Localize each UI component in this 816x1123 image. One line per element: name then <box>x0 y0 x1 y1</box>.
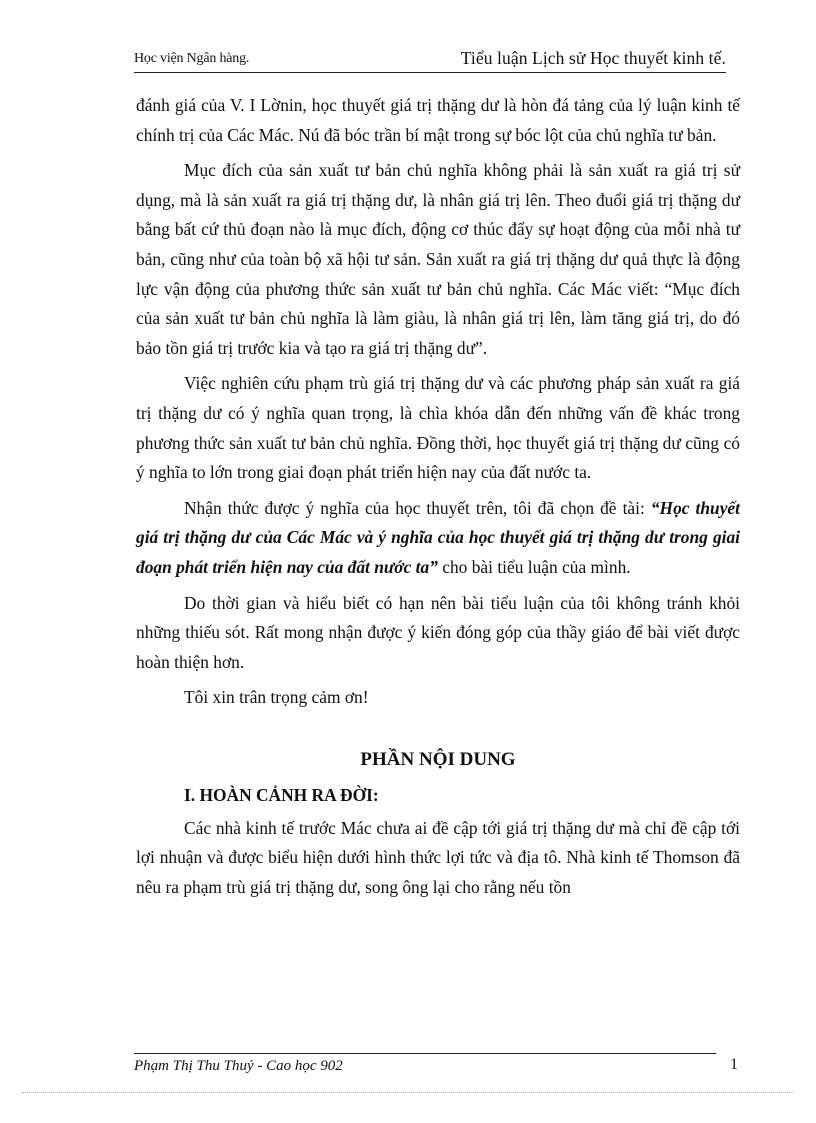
paragraph-6: Tôi xin trân trọng cảm ơn! <box>184 687 369 708</box>
paragraph-1: đánh giá của V. I Lờnin, học thuyết giá trị thặng dư là hòn đá tảng của lý luận kinh tế chính trị của Các Mác. Nú đã bóc trần bí mật trong sự bóc lột của chủ nghĩa tư bản. <box>136 95 740 145</box>
paragraph-4-lead: Nhận thức được ý nghĩa của học thuyết trên, tôi đã chọn đề tài: <box>184 497 651 518</box>
paragraph-5: Do thời gian và hiểu biết có hạn nên bài tiểu luận của tôi không tránh khỏi những thiếu sót. Rất mong nhận được ý kiến đóng góp của thầy giáo để bài viết được hoàn thiện hơn. <box>136 592 740 672</box>
page-number: 1 <box>730 1056 738 1073</box>
thesis-topic: “Học thuyết giá trị thặng dư của Các Mác và ý nghĩa của học thuyết giá trị thặng dư trong giai đoạn phát triển hiện nay của đất nước ta” <box>136 497 740 577</box>
paragraph-7: Các nhà kinh tế trước Mác chưa ai đề cập tới giá trị thặng dư mà chỉ đề cập tới lợi nhuận và được biểu hiện dưới hình thức lợi tức và địa tô. Nhà kinh tế Thomson đã nêu ra phạm trù giá trị thặng dư, song ông lại cho rằng nếu tồn <box>136 817 740 898</box>
footer-divider <box>134 1053 716 1054</box>
header-institution: Học viện Ngân hàng. <box>134 51 250 66</box>
paragraph-4 <box>136 494 740 583</box>
page-header <box>134 46 726 73</box>
section-title: PHẦN NỘI DUNG <box>360 748 516 770</box>
footer-author: Phạm Thị Thu Thuỷ - Cao học 902 <box>134 1058 343 1074</box>
subsection-title: I. HOÀN CẢNH RA ĐỜI: <box>184 784 379 805</box>
paragraph-2: Mục đích của sản xuất tư bản chủ nghĩa không phải là sản xuất ra giá trị sử dụng, mà là sản xuất ra giá trị thặng dư, là nhân giá trị lên. Theo đuổi giá trị thặng dư bằng bất cứ thủ đoạn nào là mục đích, động cơ thúc đẩy sự hoạt động của mỗi nhà tư bản, cũng như của toàn bộ xã hội tư sản. Sản xuất ra giá trị thặng dư quả thực là động lực vận động của phương thức sản xuất tư bản chủ nghĩa. Các Mác viết: “Mục đích của sản xuất tư bản chủ nghĩa là làm giàu, là nhân giá trị lên, làm tăng giá trị, do đó bảo tồn giá trị trước kia và tạo ra giá trị thặng dư”. <box>136 160 740 358</box>
header-document-title: Tiểu luận Lịch sử Học thuyết kinh tế. <box>460 48 726 68</box>
paragraph-4-tail: cho bài tiểu luận của mình. <box>437 556 631 577</box>
page-edge-divider <box>22 1092 794 1093</box>
page-body <box>136 91 740 909</box>
paragraph-3: Việc nghiên cứu phạm trù giá trị thặng dư và các phương pháp sản xuất ra giá trị thặng dư có ý nghĩa quan trọng, là chìa khóa dẫn đến những vấn đề khác trong phương thức sản xuất tư bản chủ nghĩa. Đồng thời, học thuyết giá trị thặng dư cũng có ý nghĩa to lớn trong giai đoạn phát triển hiện nay của đất nước ta. <box>136 373 740 483</box>
